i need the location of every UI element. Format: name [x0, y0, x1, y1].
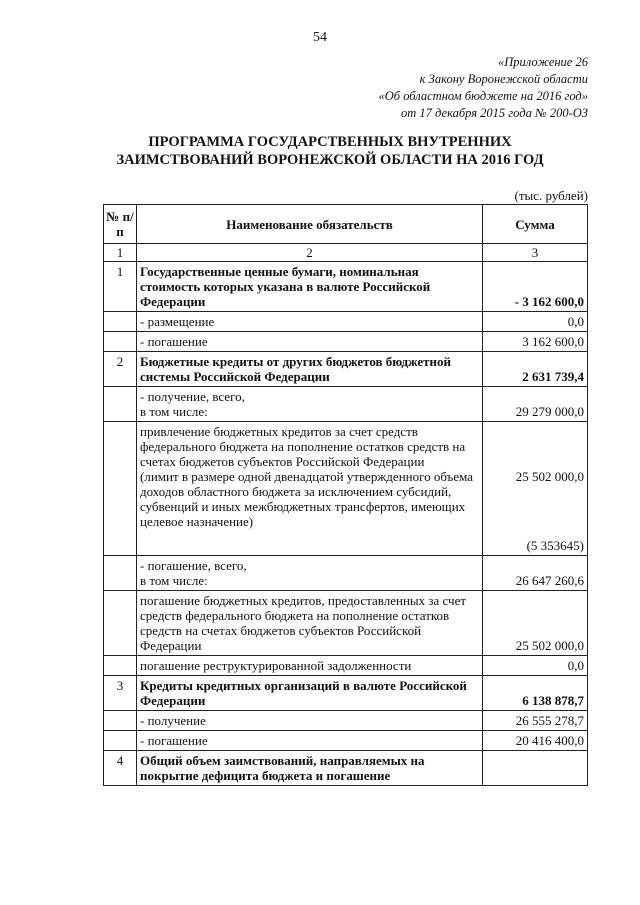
- row-sum: 0,0: [483, 656, 588, 676]
- table-row: [104, 731, 588, 751]
- document-title: [60, 133, 600, 169]
- table-row: [104, 591, 588, 656]
- row-name: [137, 731, 483, 751]
- row-sum: [483, 751, 588, 786]
- row-name: [137, 332, 483, 352]
- row-name: [137, 422, 483, 556]
- table-row: [104, 556, 588, 591]
- header-sum: Сумма: [483, 205, 588, 244]
- table-row: [104, 332, 588, 352]
- row-number: [104, 656, 137, 676]
- row-name: [137, 352, 483, 387]
- row-number: [104, 556, 137, 591]
- row-name-text: погашение реструктурированной задолженности: [140, 658, 412, 673]
- appendix-note: [379, 54, 588, 122]
- row-sum: 26 647 260,6: [483, 556, 588, 591]
- row-name: [137, 262, 483, 312]
- row-name-text: привлечение бюджетных кредитов за счет средств федерального бюджета на пополнение остатков средств на счетах бюджетов субъектов Российской Федерации: [140, 424, 466, 469]
- row-number: [104, 591, 137, 656]
- row-number: [104, 711, 137, 731]
- row-sum: 29 279 000,0: [483, 387, 588, 422]
- table-row: [104, 751, 588, 786]
- table-row: [104, 656, 588, 676]
- row-sum: 25 502 000,0: [483, 591, 588, 656]
- row-sum: 26 555 278,7: [483, 711, 588, 731]
- row-number: [104, 387, 137, 422]
- row-number: 1: [104, 262, 137, 312]
- row-name: [137, 656, 483, 676]
- row-name-text: погашение бюджетных кредитов, предоставленных за счет средств федерального бюджета на пополнение остатков средств на счетах бюджетов субъектов Российской Федерации: [140, 593, 467, 653]
- table-row: [104, 422, 588, 556]
- row-sum: 20 416 400,0: [483, 731, 588, 751]
- row-name: [137, 751, 483, 786]
- row-name: [137, 556, 483, 591]
- column-number: 2: [137, 244, 483, 262]
- table-row: [104, 676, 588, 711]
- row-name-text: - погашение, всего, в том числе:: [140, 558, 247, 588]
- borrowing-table: [103, 204, 588, 786]
- row-sum: 0,0: [483, 312, 588, 332]
- row-name: [137, 312, 483, 332]
- row-sum-value: 25 502 000,0: [515, 469, 584, 484]
- appendix-line: от 17 декабря 2015 года № 200-ОЗ: [401, 106, 588, 120]
- title-line: ПРОГРАММА ГОСУДАРСТВЕННЫХ ВНУТРЕННИХ: [148, 134, 512, 150]
- appendix-line: к Закону Воронежской области: [419, 72, 588, 86]
- table-row: [104, 352, 588, 387]
- row-number: [104, 422, 137, 556]
- page-number: 54: [313, 30, 327, 45]
- row-name-text: - погашение: [140, 334, 208, 349]
- column-number: 3: [483, 244, 588, 262]
- title-line: ЗАИМСТВОВАНИЙ ВОРОНЕЖСКОЙ ОБЛАСТИ НА 2016 ГОД: [116, 152, 544, 168]
- row-number: [104, 332, 137, 352]
- table-row: [104, 711, 588, 731]
- row-name-text: - погашение: [140, 733, 208, 748]
- row-number: [104, 731, 137, 751]
- header-num: № п/п: [104, 205, 137, 244]
- row-number: 3: [104, 676, 137, 711]
- table-row: [104, 312, 588, 332]
- row-sum: 3 162 600,0: [483, 332, 588, 352]
- table-row: [104, 387, 588, 422]
- row-number: [104, 312, 137, 332]
- row-sum-limit: (5 353645): [526, 538, 584, 553]
- column-number: 1: [104, 244, 137, 262]
- row-name-text: - размещение: [140, 314, 215, 329]
- row-name: [137, 676, 483, 711]
- row-name-text: Бюджетные кредиты от других бюджетов бюджетной системы Российской Федерации: [140, 354, 451, 384]
- appendix-line: «Об областном бюджете на 2016 год»: [378, 89, 588, 103]
- table-row: [104, 262, 588, 312]
- row-name-text: - получение, всего, в том числе:: [140, 389, 245, 419]
- units-label: (тыс. рублей): [514, 188, 588, 203]
- row-name-text: Кредиты кредитных организаций в валюте Российской Федерации: [140, 678, 467, 708]
- row-sum: 6 138 878,7: [483, 676, 588, 711]
- table-header-row: [104, 205, 588, 244]
- row-name: [137, 711, 483, 731]
- row-name-note: (лимит в размере одной двенадцатой утвержденного объема доходов областного бюджета за исключением субсидий, субвенций и иных межбюджетных трансфертов, имеющих целевое назначение): [140, 469, 474, 529]
- row-name-text: Общий объем заимствований, направляемых на покрытие дефицита бюджета и погашение: [140, 753, 425, 783]
- row-number: 2: [104, 352, 137, 387]
- appendix-line: «Приложение 26: [498, 55, 588, 69]
- header-name: Наименование обязательств: [137, 205, 483, 244]
- row-sum: - 3 162 600,0: [483, 262, 588, 312]
- row-name-text: Государственные ценные бумаги, номинальная стоимость которых указана в валюте Российской Федерации: [140, 264, 431, 309]
- row-number: 4: [104, 751, 137, 786]
- column-number-row: [104, 244, 588, 262]
- row-sum: 2 631 739,4: [483, 352, 588, 387]
- row-name: [137, 387, 483, 422]
- row-sum: [483, 422, 588, 556]
- row-name: [137, 591, 483, 656]
- row-name-text: - получение: [140, 713, 206, 728]
